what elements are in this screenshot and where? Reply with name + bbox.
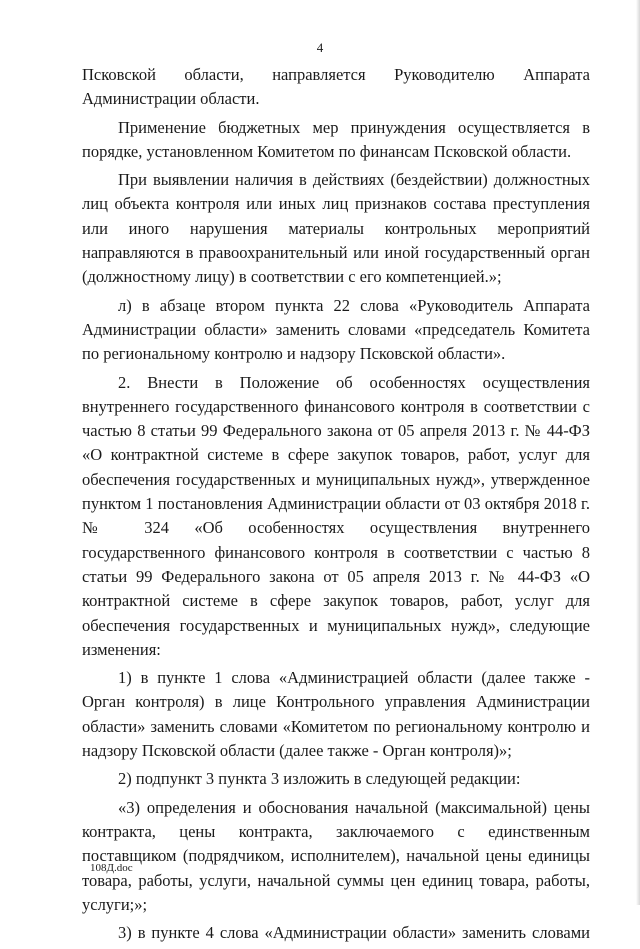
scan-edge-shadow <box>636 0 640 905</box>
paragraph-item-l: л) в абзаце втором пункта 22 слова «Руководитель Аппарата Администрации области» заменить словами «председатель Комитета по региональному контролю и надзору Псковской области». <box>82 295 590 364</box>
footer-filename: 108Д.doc <box>90 862 133 874</box>
document-body <box>82 63 590 949</box>
paragraph-subitem-3: 3) в пункте 4 слова «Администрации области» заменить словами <box>118 923 590 943</box>
paragraph-budget-enforcement: Применение бюджетных мер принуждения осуществляется в порядке, установленном Комитетом по финансам Псковской области. <box>82 117 590 161</box>
paragraph-continuation: Псковской области, направляется Руководителю Аппарата Администрации области. <box>82 65 590 109</box>
paragraph-quoted-subitem-3: «3) определения и обоснования начальной (максимальной) цены контракта, цены контракта, заключаемого с единственным поставщиком (подрядчиком, исполнителем), начальной цены единицы товара, работы, услуги, начальной суммы цен единиц товара, работы, услуги;»; <box>82 797 590 914</box>
page-number: 4 <box>316 40 324 55</box>
paragraph-subitem-2: 2) подпункт 3 пункта 3 изложить в следующей редакции: <box>118 769 521 789</box>
paragraph-item-2: 2. Внести в Положение об особенностях осуществления внутреннего государственного финансового контроля в соответствии с частью 8 статьи 99 Федерального закона от 05 апреля 2013 г. № 44-ФЗ «О контрактной системе в сфере закупок товаров, работ, услуг для обеспечения государственных и муниципальных нужд», утвержденное пунктом 1 постановления Администрации области от 03 октября 2018 г. № 324 «Об особенностях осуществления внутреннего государственного финансового контроля в соответствии с частью 8 статьи 99 Федерального закона от 05 апреля 2013 г. № 44-ФЗ «О контрактной системе в сфере закупок товаров, работ, услуг для обеспечения государственных и муниципальных нужд», следующие изменения: <box>82 372 590 659</box>
paragraph-subitem-1: 1) в пункте 1 слова «Администрацией области (далее также - Орган контроля) в лице Контрольного управления Администрации области» заменить словами «Комитетом по региональному контролю и надзору Псковской области (далее также - Орган контроля)»; <box>82 668 590 761</box>
paragraph-crime-detection: При выявлении наличия в действиях (бездействии) должностных лиц объекта контроля или иных лиц признаков состава преступления или иного нарушения материалы контрольных мероприятий направляются в правоохранительный или иной государственный орган (должностному лицу) в соответствии с его компетенцией.»; <box>82 170 590 287</box>
